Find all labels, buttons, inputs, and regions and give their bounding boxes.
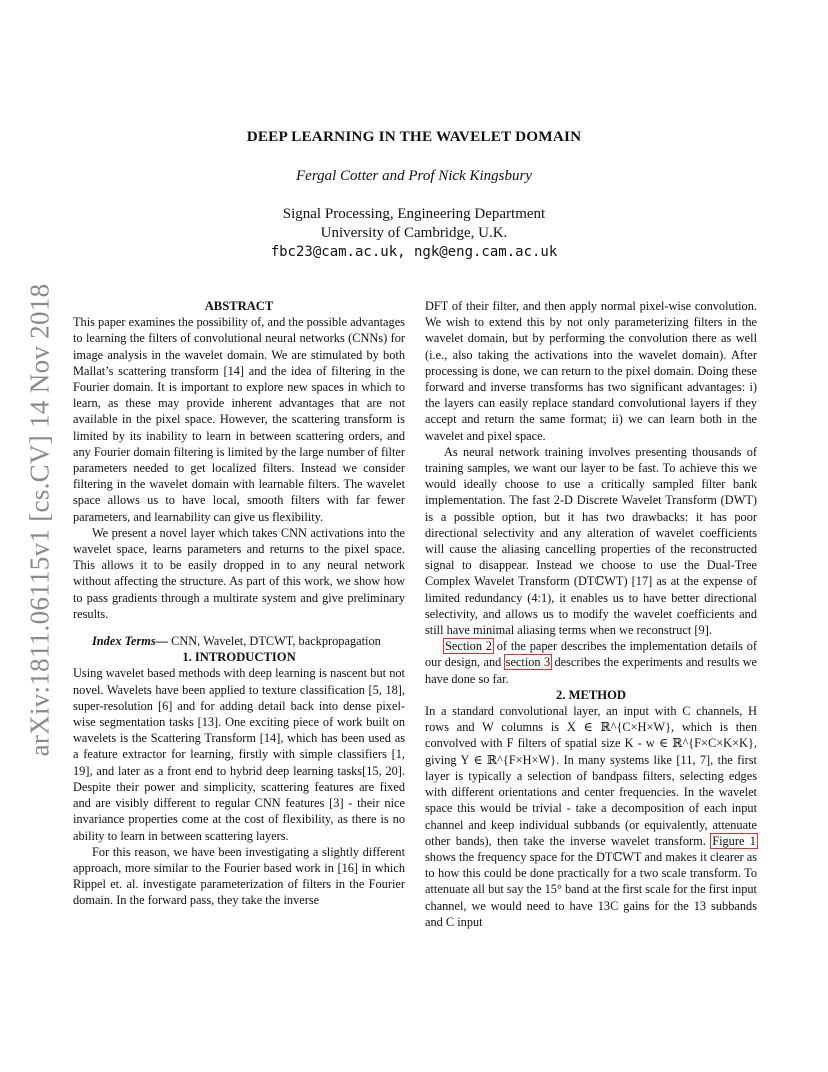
authors: Fergal Cotter and Prof Nick Kingsbury	[296, 168, 532, 184]
method-text-2: shows the frequency space for the DTℂWT and makes it clearer as to how this could be done practically for a two scale transform. To attenuate all but say the 15° band at the first scale for the first input channel, we would need to have 13C gains for the 13 subbands and C input	[425, 849, 757, 929]
abstract-paragraph-2: We present a novel layer which takes CNN activations into the wavelet space, learns parameters and returns to the pixel space. This allows it to be easily dropped in to any neural network without affecting the structure. As part of this work, we show how to pass gradients through a multirate system and give preliminary results.	[73, 525, 405, 621]
intro-paragraph-2: For this reason, we have been investigating a slightly different approach, more similar to the Fourier based work in [16] in which Rippel et. al. investigate parameterization of filters in the Fourier domain. In the forward pass, they take the inverse	[73, 844, 405, 908]
affiliation-dept: Signal Processing, Engineering Department	[282, 206, 546, 222]
right-paragraph-2: As neural network training involves presenting thousands of training samples, we want our layer to be fast. To achieve this we would ideally choose to use a critically sampled filter bank implementation. The fast 2-D Discrete Wavelet Transform (DWT) is a possible option, but it has two drawbacks: it has poor directional selectivity and any alteration of wavelet coefficients will cause the aliasing cancelling properties of the reconstructed signal to disappear. Instead we choose to use the Dual-Tree Complex Wavelet Transform (DTℂWT) [17] as at the expense of limited redundancy (4:1), it enables us to have better directional selectivity, and allows us to modify the wavelet coefficients and still have minimal aliasing terms when we reconstruct [9].	[425, 444, 757, 638]
method-paragraph-1	[425, 703, 757, 930]
abstract-heading: ABSTRACT	[204, 299, 274, 313]
right-paragraph-1: DFT of their filter, and then apply normal pixel-wise convolution. We wish to extend this by not only parameterizing filters in the wavelet domain, but by performing the convolution there as well (i.e., also taking the activations into the wavelet domain). After processing is done, we can return to the pixel domain. Doing these forward and inverse transforms has two significant advantages: i) the layers can easily replace standard convolutional layers if they accept and return the same format; ii) we can learn both in the wavelet and pixel space.	[425, 299, 757, 443]
left-column	[73, 298, 405, 909]
p3-mid: of the paper describes the implementation details of our design, and	[425, 639, 757, 670]
affiliation-univ: University of Cambridge, U.K.	[320, 225, 508, 241]
section-3-link[interactable]: section 3	[505, 655, 551, 670]
index-terms	[73, 633, 405, 649]
arxiv-watermark: arXiv:1811.06115v1 [cs.CV] 14 Nov 2018	[24, 283, 55, 757]
intro-heading: 1. INTRODUCTION	[182, 650, 296, 665]
index-terms-text: CNN, Wavelet, DTCWT, backpropagation	[168, 634, 381, 649]
affiliation	[0, 205, 828, 262]
index-terms-label: Index Terms—	[92, 634, 169, 649]
abstract-paragraph-1: This paper examines the possibility of, and the possible advantages to learning the filters of convolutional neural networks (CNNs) for image analysis in the wavelet domain. We are stimulated by both Mallat’s scattering transform [14] and the idea of filtering in the Fourier domain. It is important to explore new spaces in which to learn, as these may provide inherent advantages that are not available in the pixel space. However, the scattering transform is limited by its inability to learn in between scattering orders, and any Fourier domain filtering is limited by the large number of filter parameters needed to get localized filters. Instead we consider filtering in the wavelet domain with learnable filters. The wavelet space allows us to have local, smooth filters with far fewer parameters, and learnability can give us flexibility.	[73, 315, 405, 524]
figure-1-link[interactable]: Figure 1	[712, 833, 756, 848]
paper-title: DEEP LEARNING IN THE WAVELET DOMAIN	[246, 128, 582, 145]
right-paragraph-3	[425, 638, 757, 687]
method-heading: 2. METHOD	[556, 687, 626, 702]
intro-paragraph-1: Using wavelet based methods with deep learning is nascent but not novel. Wavelets have been applied to texture classification [5, 18], super-resolution [6] and for adding detail back into dense pixel-wise segmentation tasks [13]. One exciting piece of work built on wavelets is the Scattering Transform [14], which has been used as a feature extractor for learning, firstly with simple classifiers [1, 19], and later as a front end to hybrid deep learning tasks[15, 20]. Despite their power and simplicity, scattering features are fixed and are visibly different to regular CNN features [3] - their nice invariance properties come at the cost of flexibility, as there is no ability to learn in between scattering layers.	[73, 666, 405, 843]
right-column	[425, 298, 757, 930]
section-2-link[interactable]: Section 2	[445, 639, 492, 654]
method-text-1: In a standard convolutional layer, an input with C channels, H rows and W columns is X ∈ ℝ^{C×H×W}, which is then convolved with F filters of spatial size K - w ∈ ℝ^{F×C×K×K}, giving Y ∈ ℝ^{F×H×W}. In many systems like [11, 7], the first layer is typically a selection of bandpass filters, selecting edges with different orientations and center frequencies. In the wavelet space this would be trivial - take a decomposition of each input channel and keep individual subbands (or equivalently, attenuate other bands), then take the inverse wavelet transform.	[425, 704, 757, 848]
p3-end: describes the experiments and results we have done so far.	[425, 655, 757, 686]
author-emails: fbc23@cam.ac.uk, ngk@eng.cam.ac.uk	[270, 244, 558, 260]
